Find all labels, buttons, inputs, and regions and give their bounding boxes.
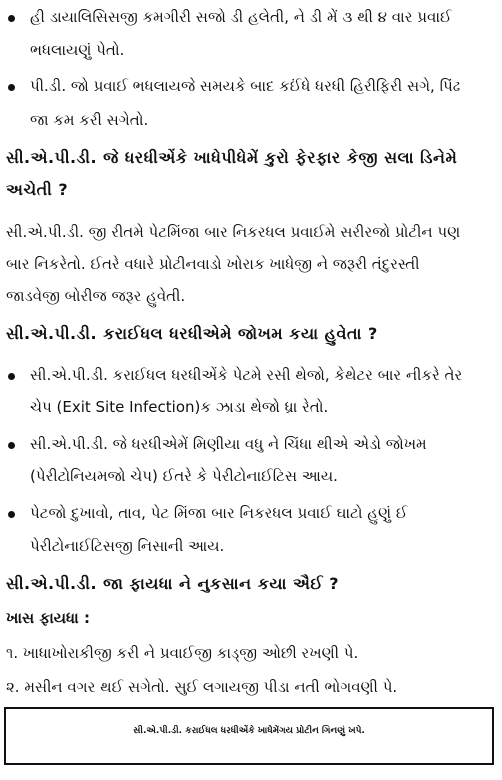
bullet-dot — [8, 373, 15, 380]
benefit-item: ૨. મસીન વગર થઈ સગેતો. સુઈ લગાયજી પીડા નતી ભોગવણી પે. — [6, 678, 398, 696]
paragraph-text: સી.એ.પી.ડી. જી રીતમે પેટમિંજા બાર નિકરધલ પ્રવાઈમે સરીરજો પ્રોટીન પણ — [6, 223, 461, 241]
bullet-dot — [8, 511, 15, 518]
section-heading: સી.એ.પી.ડી. કરાઈધલ ધરધીએમે જોખમ કયા હુવેતા ? — [6, 324, 378, 343]
bullet-text: પી.ડી. જો પ્રવાઈ ભધલાયજે સમયકે બાદ કઈંધે ધરધી હિરીફિરી સગે, પિંઢ — [30, 77, 461, 95]
bullet-text: ચેપ (Exit Site Infection)ક ઝાડા થેજો ધ્રા રેતો. — [30, 398, 329, 416]
bullet-text: સી.એ.પી.ડી. કરાઈધલ ધરધીએંકે પેટમે રસી થેજો, કેથેટર બાર નીકરે તેર — [30, 366, 463, 384]
bullet-text: જા કમ કરી સગેતો. — [30, 111, 149, 129]
section-heading: અચેતી ? — [6, 180, 69, 199]
boxed-note — [4, 707, 494, 765]
benefit-item: ૧. ખાધાખોરાકીજી કરી ને પ્રવાઈજી કાડ્જી ઓછી રખણી પે. — [6, 644, 359, 662]
benefits-label: ખાસ ફાયધા : — [6, 609, 90, 627]
bullet-text: પેરીટોનાઈટિસજી નિસાની આય. — [30, 537, 225, 555]
bullet-dot — [8, 84, 15, 91]
section-heading: સી.એ.પી.ડી. જા ફાયધા ને નુકસાન કયા ઐઈ ? — [6, 574, 340, 593]
bullet-text: હી ડાયાલિસિસજી કમગીરી સજો ડી હલેતી, ને ડી મેં ૩ થી ૪ વાર પ્રવાઈ — [30, 8, 452, 26]
bullet-text: સી.એ.પી.ડી. જે ધરધીએમેં મિણીયા વધુ ને ચિંધા થીએ એડો જોખમ — [30, 435, 427, 453]
section-heading: સી.એ.પી.ડી. જે ધરધીએંકે ખાધેપીધેમેં કુરો ફેરફાર કેજી સલા ડિનેમે — [6, 148, 458, 167]
bullet-dot — [8, 15, 15, 22]
bullet-text: ભધલાયણું પેતો. — [30, 41, 125, 59]
bullet-text: પેટજો દુખાવો, તાવ, પેટ મિંજા બાર નિકરધલ પ્રવાઈ ઘાટો હુણું ઈ — [30, 504, 408, 522]
bullet-text: (પેરીટોનિયમજો ચેપ) ઈતરે કે પેરીટોનાઈટિસ આય. — [30, 467, 338, 485]
paragraph-text: જાડવેજી બોરીજ જરૂર હુવેતી. — [6, 287, 186, 305]
bullet-dot — [8, 442, 15, 449]
paragraph-text: બાર નિકરેતો. ઈતરે વધારે પ્રોટીનવાડો ખોરાક ખાધેજી ને જરૂરી તંદુરસ્તી — [6, 255, 420, 273]
boxed-note-text: સી.એ.પી.ડી. કરાઈધલ ધરધીએંકે ખાધેમેંગય પ્રોટીન ગિનણું ખપે. — [133, 726, 365, 736]
